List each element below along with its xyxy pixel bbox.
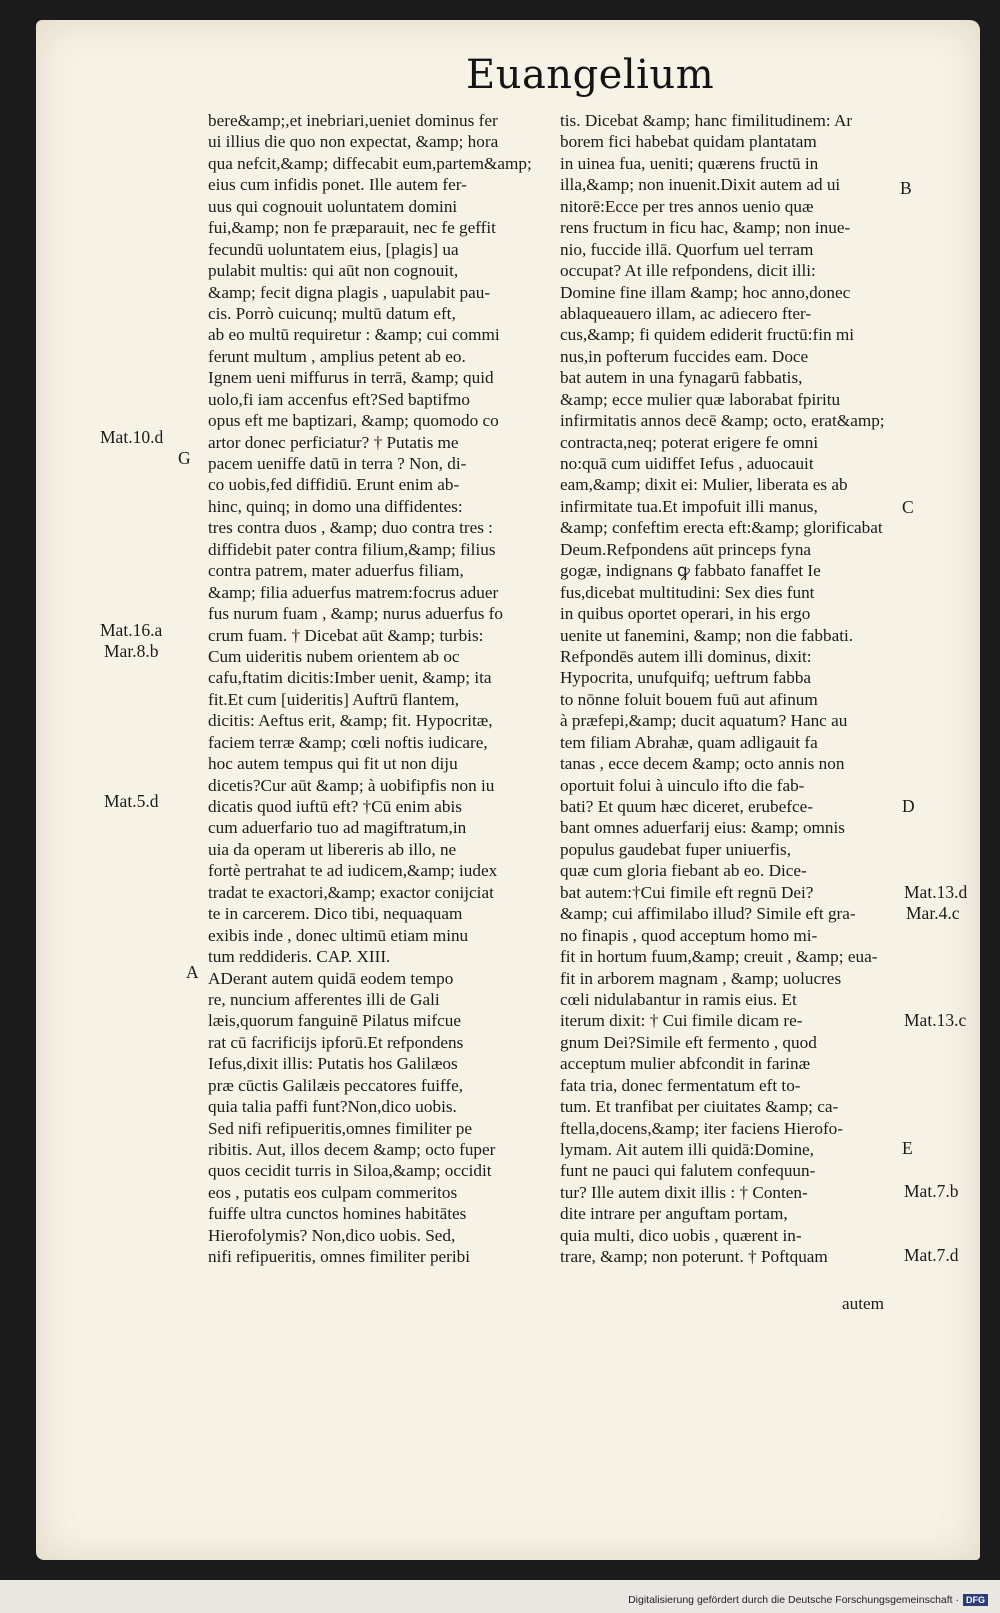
right-column-line: quia multi, dico uobis , quærent in- — [560, 1225, 802, 1245]
right-column-line: no:quā cum uidiffet Iefus , aduocauit — [560, 454, 814, 473]
right-column-line: eam,&amp; dixit ei: Mulier, liberata es ab — [560, 475, 848, 495]
left-column-line: pacem ueniffe datū in terra ? Non, di- — [208, 454, 467, 473]
margin-ref-mat-10-d: Mat.10.d — [100, 427, 164, 447]
margin-section-letter-g: G — [178, 448, 191, 468]
running-head: Euangelium — [466, 52, 715, 98]
right-column-line: bant omnes aduerfarij eius: &amp; omnis — [560, 818, 845, 838]
left-column-line: læis,quorum fanguinē Pilatus mifcue — [208, 1011, 462, 1031]
left-column-line: Sed nifi refipueritis,omnes fimiliter pe — [208, 1118, 472, 1138]
right-column-line: cœli nidulabantur in ramis eius. Et — [560, 989, 797, 1009]
right-column-line: à præfepi,&amp; ducit aquatum? Hanc au — [560, 711, 848, 731]
dfg-logo-icon: DFG — [963, 1594, 988, 1606]
right-column-line: quæ cum gloria fiebant ab eo. Dice- — [560, 861, 807, 881]
left-column-line: ui illius die quo non expectat, &amp; hora — [208, 132, 499, 152]
left-column-line: ADerant autem quidā eodem tempo — [208, 968, 454, 988]
left-column-line: contra patrem, mater aduerfus filiam, — [208, 561, 464, 581]
left-column-line: hinc, quinq; in domo una diffidentes: — [208, 496, 463, 516]
right-column-line: nio, fuccide illā. Quorfum uel terram — [560, 239, 814, 259]
left-column-line: ribitis. Aut, illos decem &amp; octo fuper — [208, 1140, 496, 1159]
margin-section-letter-c: C — [902, 497, 914, 517]
right-column-line: Deum.Refpondens aūt princeps fyna — [560, 539, 812, 559]
right-column-line: bat autem in una fynagarū fabbatis, — [560, 368, 803, 388]
right-column-line: lymam. Ait autem illi quidā:Domine, — [560, 1140, 814, 1159]
left-column-line: opus eft me baptizari, &amp; quomodo co — [208, 411, 499, 431]
left-column-line: uolo,fi iam accenfus eft?Sed baptifmo — [208, 389, 471, 409]
left-column-line: cum aduerfario tuo ad magiftratum,in — [208, 818, 467, 838]
right-column-line: infirmitatis annos decē &amp; octo, erat&amp; — [560, 411, 885, 431]
right-column-line: no finapis , quod acceptum homo mi- — [560, 925, 818, 945]
right-column-line: gogæ, indignans ꝙ fabbato fanaffet Ie — [560, 561, 821, 581]
left-column-line: uia da operam ut libereris ab illo, ne — [208, 839, 457, 859]
left-column-line: fus nurum fuam , &amp; nurus aduerfus fo — [208, 604, 503, 624]
right-column-line: nitorē:Ecce per tres annos uenio quæ — [560, 196, 814, 216]
right-column-line: funt ne pauci qui falutem confequun- — [560, 1161, 816, 1181]
right-column-line: iterum dixit: † Cui fimile dicam re- — [560, 1011, 803, 1031]
left-column-line: fortè pertrahat te ad iudicem,&amp; iudex — [208, 861, 498, 881]
left-column-line: uus qui cognouit uoluntatem domini — [208, 196, 458, 216]
right-column-line: tum. Et tranfibat per ciuitates &amp; ca- — [560, 1097, 839, 1117]
left-column-line: dicatis quod iuftū eft? †Cū enim abis — [208, 797, 462, 816]
left-column-line: Cum uideritis nubem orientem ab oc — [208, 646, 460, 666]
left-column-line: faciem terræ &amp; cœli noftis iudicare, — [208, 732, 488, 752]
left-column-line: qua nefcit,&amp; diffecabit eum,partem&amp; — [208, 153, 532, 173]
right-column-line: illa,&amp; non inuenit.Dixit autem ad ui — [560, 175, 841, 195]
right-column-line: tem filiam Abrahæ, quam adligauit fa — [560, 732, 818, 752]
left-column-line: Iefus,dixit illis: Putatis hos Galilæos — [208, 1054, 458, 1074]
left-column-line: artor donec perficiatur? † Putatis me — [208, 432, 459, 452]
margin-ref-mar-4-c: Mar.4.c — [906, 903, 960, 923]
right-column-line: acceptum mulier abfcondit in farinæ — [560, 1054, 811, 1074]
margin-section-letter-a: A — [186, 962, 199, 982]
right-column-line: ftella,docens,&amp; iter faciens Hierofo- — [560, 1118, 843, 1138]
right-column-line: oportuit folui à uinculo ifto die fab- — [560, 775, 805, 795]
digitization-footer — [628, 1594, 988, 1606]
left-column-line: eos , putatis eos culpam commeritos — [208, 1182, 458, 1202]
left-column-line: hoc autem tempus qui fit ut non diju — [208, 754, 458, 774]
right-column-line: fit in hortum fuum,&amp; creuit , &amp; eua- — [560, 947, 878, 967]
left-column-line: exibis inde , donec ultimū etiam minu — [208, 925, 469, 945]
right-column-line: bati? Et quum hæc diceret, erubefce- — [560, 797, 813, 816]
left-column-line: tradat te exactori,&amp; exactor conijciat — [208, 882, 494, 902]
right-column-line: cus,&amp; fi quidem ediderit fructū:fin mi — [560, 325, 855, 345]
right-column-line: dite intrare per anguftam portam, — [560, 1204, 788, 1224]
left-column-line: rat cū facrificijs ipforū.Et refpondens — [208, 1032, 464, 1052]
left-column-line: ferunt multum , amplius petent ab eo. — [208, 346, 466, 366]
margin-ref-mat-13-c: Mat.13.c — [904, 1010, 967, 1030]
margin-ref-mat-7-d: Mat.7.d — [904, 1245, 959, 1265]
margin-section-letter-e: E — [902, 1138, 913, 1158]
right-column-line: Refpondēs autem illi dominus, dixit: — [560, 646, 812, 666]
margin-ref-mar-8-b: Mar.8.b — [104, 641, 159, 661]
right-column-line: uenite ut fanemini, &amp; non die fabbati. — [560, 625, 854, 645]
left-column-line: te in carcerem. Dico tibi, nequaquam — [208, 904, 463, 924]
left-column-line: fui,&amp; non fe præparauit, nec fe geffit — [208, 218, 496, 238]
right-column-line: ablaqueauero illam, ac adiecero fter- — [560, 303, 812, 323]
left-column-line: crum fuam. † Dicebat aūt &amp; turbis: — [208, 625, 484, 645]
right-column-line: tis. Dicebat &amp; hanc fimilitudinem: Ar — [560, 111, 853, 130]
right-column-line: in quibus oportet operari, in his ergo — [560, 604, 811, 624]
right-column-line: Domine fine illam &amp; hoc anno,donec — [560, 282, 851, 302]
left-column-line: tres contra duos , &amp; duo contra tres : — [208, 518, 493, 538]
left-column-line: ab eo multū requiretur : &amp; cui commi — [208, 325, 500, 345]
right-column-line: fata tria, donec fermentatum eft to- — [560, 1075, 801, 1095]
right-column-line: fus,dicebat multitudini: Sex dies funt — [560, 582, 815, 602]
right-column-line: fit in arborem magnam , &amp; uolucres — [560, 968, 842, 988]
margin-ref-mat-5-d: Mat.5.d — [104, 791, 159, 811]
right-column-line: &amp; ecce mulier quæ laborabat fpiritu — [560, 389, 841, 409]
left-column-line: co uobis,fed diffidiū. Erunt enim ab- — [208, 475, 460, 495]
margin-ref-mat-16-a: Mat.16.a — [100, 620, 163, 640]
margin-section-letter-d: D — [902, 796, 915, 816]
left-column-line: nifi refipueritis, omnes fimiliter peribi — [208, 1247, 471, 1267]
catchword: autem — [842, 1294, 884, 1313]
left-column-line: bere&amp;,et inebriari,ueniet dominus fer — [208, 111, 498, 130]
footer-credit-text: Digitalisierung gefördert durch die Deutsche Forschungsgemeinschaft · — [628, 1594, 959, 1606]
left-column-line: re, nuncium afferentes illi de Gali — [208, 989, 440, 1009]
margin-ref-mat-7-b: Mat.7.b — [904, 1181, 959, 1201]
left-column-line: quos cecidit turris in Siloa,&amp; occidit — [208, 1161, 492, 1181]
left-column-line: diffidebit pater contra filium,&amp; filius — [208, 539, 496, 559]
margin-ref-mat-13-d: Mat.13.d — [904, 882, 968, 902]
right-column-line: nus,in pofterum fuccides eam. Doce — [560, 346, 809, 366]
right-column-line: tanas , ecce decem &amp; octo annis non — [560, 754, 845, 774]
left-column-line: tum reddideris. CAP. XIII. — [208, 947, 391, 967]
left-column-line: dicetis?Cur aūt &amp; à uobifipfis non iu — [208, 775, 495, 795]
margin-section-letter-b: B — [900, 178, 912, 198]
left-column-line: pulabit multis: qui aūt non cognouit, — [208, 261, 459, 281]
right-column-line: infirmitate tua.Et impofuit illi manus, — [560, 496, 818, 516]
right-column-line: contracta,neq; poterat erigere fe omni — [560, 432, 819, 452]
left-text-column — [208, 110, 543, 1268]
right-column-line: bat autem:†Cui fimile eft regnū Dei? — [560, 882, 814, 902]
left-column-line: &amp; fecit digna plagis , uapulabit pau- — [208, 282, 491, 302]
left-column-line: fit.Et cum [uideritis] Auftrū flantem, — [208, 689, 460, 709]
right-column-line: &amp; confeftim erecta eft:&amp; glorificabat — [560, 518, 883, 538]
right-column-line: occupat? At ille refpondens, dicit illi: — [560, 261, 816, 281]
left-column-line: quia talia paffi funt?Non,dico uobis. — [208, 1097, 457, 1117]
right-column-line: borem fici habebat quidam plantatam — [560, 132, 817, 152]
left-column-line: eius cum infidis ponet. Ille autem fer- — [208, 175, 467, 195]
right-column-line: tur? Ille autem dixit illis : † Conten- — [560, 1182, 808, 1202]
left-column-line: fecundū uoluntatem eius, [plagis] ua — [208, 239, 459, 259]
right-column-line: rens fructum in ficu hac, &amp; non inue- — [560, 218, 851, 238]
left-column-line: cafu,ftatim dicitis:Imber uenit, &amp; ita — [208, 668, 492, 688]
left-column-line: præ cūctis Galilæis peccatores fuiffe, — [208, 1075, 464, 1095]
right-column-line: gnum Dei?Simile eft fermento , quod — [560, 1032, 817, 1052]
right-column-line: Hypocrita, unufquifq; ueftrum fabba — [560, 668, 812, 688]
right-column-line: &amp; cui affimilabo illud? Simile eft gra- — [560, 904, 856, 924]
right-column-line: trare, &amp; non poterunt. † Poftquam — [560, 1247, 828, 1267]
left-column-line: dicitis: Aeftus erit, &amp; fit. Hypocritæ, — [208, 711, 493, 731]
left-column-line: &amp; filia aduerfus matrem:focrus aduer — [208, 582, 499, 602]
right-column-line: to nōnne foluit bouem fuū aut afinum — [560, 689, 818, 709]
left-column-line: fuiffe ultra cunctos homines habitātes — [208, 1204, 467, 1224]
left-column-line: cis. Porrò cuicunq; multū datum eft, — [208, 303, 456, 323]
left-column-line: Hierofolymis? Non,dico uobis. Sed, — [208, 1225, 456, 1245]
right-column-line: populus gaudebat fuper uniuerfis, — [560, 839, 792, 859]
right-text-column — [560, 110, 900, 1268]
right-column-line: in uinea fua, ueniti; quærens fructū in — [560, 153, 819, 173]
left-column-line: Ignem ueni miffurus in terrā, &amp; quid — [208, 368, 494, 388]
